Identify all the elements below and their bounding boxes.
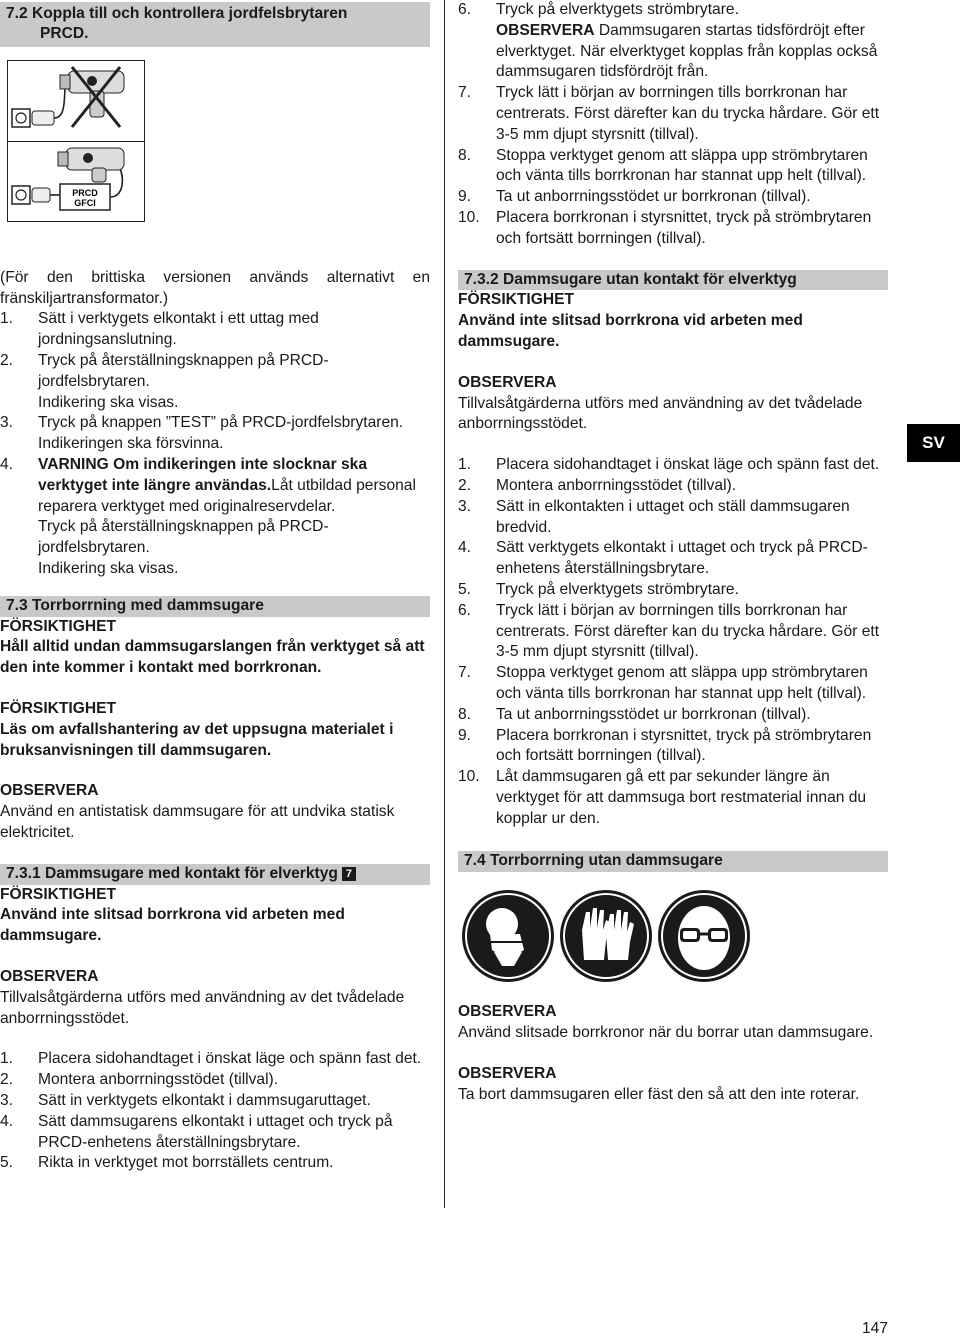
step-number: 9.	[458, 726, 472, 744]
step-number: 1.	[0, 1050, 14, 1068]
step-text: Stoppa verktyget genom att släppa upp strömbrytaren och vänta tills borrkronan har stannat upp helt (tillval).	[496, 146, 868, 185]
step-text: Montera anborrningsstödet (tillval).	[496, 476, 737, 494]
step-extra: Indikering ska visas.	[38, 559, 179, 577]
note-text: Använd en antistatisk dammsugare för att undvika statisk elektricitet.	[0, 803, 395, 841]
step-text: Ta ut anborrningsstödet ur borrkronan (tillval).	[496, 188, 811, 206]
section-7-3-heading: 7.3 Torrborrning med dammsugare	[0, 596, 430, 617]
step-text: Tryck lätt i början av borrningen tills borrkronan har centrerats. Först därefter kan du trycka hårdare. Gör ett 3-5 mm djupt styrsnitt (tillval).	[496, 601, 880, 661]
page-number: 147	[861, 1320, 888, 1337]
caution-label: FÖRSIKTIGHET	[0, 617, 117, 635]
step-text: Ta ut anborrningsstödet ur borrkronan (tillval).	[496, 705, 811, 723]
step-number: 10.	[458, 208, 480, 226]
step-number: 8.	[458, 146, 472, 164]
section-7-3-1-steps	[0, 1049, 430, 1174]
step-text: Låt utbildad personal reparera verktyget med originalreservdelar.	[38, 476, 416, 515]
note-inline-label: OBSERVERA	[496, 21, 595, 39]
list-item	[458, 767, 888, 829]
section-7-3-2-steps	[458, 455, 888, 829]
step-text: Montera anborrningsstödet (tillval).	[38, 1071, 279, 1089]
note-text: Tillvalsåtgärderna utförs med användning av det tvådelade anborrningsstödet.	[0, 988, 405, 1027]
step-number: 5.	[458, 580, 472, 598]
section-7-3-1-steps-continued	[458, 0, 888, 250]
prcd-connection-figure	[7, 60, 145, 222]
step-number: 8.	[458, 705, 472, 723]
list-item	[458, 601, 888, 663]
list-item	[458, 455, 888, 476]
step-text: Tryck på återställningsknappen på PRCD-jordfelsbrytaren.	[38, 352, 329, 390]
step-text: Rikta in verktyget mot borrställets centrum.	[38, 1154, 334, 1172]
step-text: Placera sidohandtaget i önskat läge och spänn fast det.	[496, 456, 880, 474]
section-7-2-heading	[0, 2, 430, 47]
step-number: 9.	[458, 188, 472, 206]
section-7-3-2-heading: 7.3.2 Dammsugare utan kontakt för elverktyg	[458, 270, 888, 291]
note-label: OBSERVERA	[0, 782, 99, 800]
figure-correct-connection	[8, 141, 144, 222]
language-tab: SV	[907, 424, 960, 462]
list-item	[458, 187, 888, 208]
gloves-icon	[560, 890, 652, 982]
step-text: Stoppa verktyget genom att släppa upp strömbrytaren och vänta tills borrkronan har stannat upp helt (tillval).	[496, 664, 868, 702]
caution-text: Håll alltid undan dammsugarslangen från verktyget så att den inte kommer i kontakt med borrkronan.	[0, 638, 425, 677]
step-text: Låt dammsugaren gå ett par sekunder längre än verktyget för att dammsuga bort restmaterial innan du kopplar ur den.	[496, 768, 867, 827]
step-number: 10.	[458, 768, 480, 786]
warning-text: VARNING Om indikeringen inte slocknar ska verktyget inte längre användas.	[38, 455, 367, 494]
list-item	[458, 663, 888, 705]
note-label: OBSERVERA	[458, 373, 557, 391]
step-number: 2.	[458, 476, 472, 494]
list-item	[0, 1153, 430, 1174]
caution-label: FÖRSIKTIGHET	[0, 885, 117, 903]
note-label: OBSERVERA	[0, 967, 99, 985]
figure-incorrect-connection	[8, 61, 144, 141]
list-item	[0, 1070, 430, 1091]
section-7-2-steps	[0, 309, 430, 579]
column-divider	[444, 0, 445, 1208]
step-number: 6.	[458, 601, 472, 619]
step-number: 2.	[0, 1071, 14, 1089]
section-7-3-1-heading	[0, 864, 430, 885]
step-number: 4.	[458, 539, 472, 557]
prcd-label: PRCD	[72, 187, 98, 198]
step-text: Tryck lätt i början av borrningen tills borrkronan har centrerats. Först därefter kan du trycka hårdare. Gör ett 3-5 mm djupt styrsnitt (tillval).	[496, 84, 880, 143]
section-7-2-title-line2: PRCD.	[40, 25, 89, 43]
step-text: Sätt dammsugarens elkontakt i uttaget och tryck på PRCD-enhetens återställningsbrytare.	[38, 1112, 393, 1151]
step-number: 3.	[458, 497, 472, 515]
list-item	[458, 705, 888, 726]
step-text: Placera borrkronan i styrsnittet, tryck på strömbrytaren och fortsätt borrningen (tillval).	[496, 726, 872, 765]
step-number: 7.	[458, 84, 472, 102]
step-number: 5.	[0, 1154, 14, 1172]
step-number: 4.	[0, 455, 14, 473]
step-extra: Tryck på återställningsknappen på PRCD-jordfelsbrytaren.	[38, 518, 329, 557]
step-text: Tryck på knappen ”TEST” på PRCD-jordfelsbrytaren.	[38, 414, 404, 432]
note-text: Ta bort dammsugaren eller fäst den så att den inte roterar.	[458, 1085, 860, 1103]
note-text: Använd slitsade borrkronor när du borrar utan dammsugare.	[458, 1024, 874, 1042]
section-7-2-title-line1: 7.2 Koppla till och kontrollera jordfelsbrytaren	[6, 5, 348, 22]
step-number: 7.	[458, 664, 472, 682]
gfci-label: GFCI	[74, 197, 96, 208]
list-item	[458, 0, 888, 83]
caution-text: Använd inte slitsad borrkrona vid arbeten med dammsugare.	[0, 906, 345, 945]
step-number: 3.	[0, 1091, 14, 1109]
left-column	[0, 0, 430, 1174]
list-item	[0, 1112, 430, 1154]
list-item	[458, 83, 888, 145]
list-item	[458, 208, 888, 250]
list-item	[458, 476, 888, 497]
step-text: Tryck på elverktygets strömbrytare.	[496, 580, 739, 598]
caution-label: FÖRSIKTIGHET	[458, 291, 575, 309]
step-number: 1.	[458, 456, 472, 474]
list-item	[458, 146, 888, 188]
step-number: 4.	[0, 1112, 14, 1130]
respirator-mask-icon	[462, 890, 554, 982]
caution-text: Läs om avfallshantering av det uppsugna materialet i bruksanvisningen till dammsugaren.	[0, 720, 394, 759]
step-text: Sätt in verktygets elkontakt i dammsugaruttaget.	[38, 1091, 371, 1109]
caution-text: Använd inte slitsad borrkrona vid arbeten med dammsugare.	[458, 312, 803, 350]
list-item	[0, 1091, 430, 1112]
step-text: Sätt in elkontakten i uttaget och ställ dammsugaren bredvid.	[496, 497, 850, 536]
note-label: OBSERVERA	[458, 1064, 557, 1082]
step-text: Sätt i verktygets elkontakt i ett uttag med jordningsanslutning.	[38, 310, 319, 349]
figure-reference-tag: 7	[342, 867, 356, 881]
step-number: 1.	[0, 310, 14, 328]
step-extra: Indikering ska visas.	[38, 393, 179, 411]
ppe-icons	[462, 890, 888, 982]
list-item	[458, 538, 888, 580]
safety-glasses-icon	[658, 890, 750, 982]
step-extra: Indikeringen ska försvinna.	[38, 435, 224, 453]
note-text: Tillvalsåtgärderna utförs med användning av det tvådelade anborrningsstödet.	[458, 394, 863, 433]
list-item	[0, 351, 430, 413]
list-item	[458, 726, 888, 768]
list-item	[0, 413, 430, 455]
list-item	[0, 455, 430, 580]
list-item	[458, 580, 888, 601]
section-7-3-1-title: 7.3.1 Dammsugare med kontakt för elverktyg	[6, 864, 338, 882]
list-item	[0, 1049, 430, 1070]
step-text: Placera sidohandtaget i önskat läge och spänn fast det.	[38, 1050, 422, 1068]
list-item	[0, 309, 430, 351]
note-label: OBSERVERA	[458, 1003, 557, 1021]
step-text: Placera borrkronan i styrsnittet, tryck på strömbrytaren och fortsätt borrningen (tillval).	[496, 208, 872, 247]
step-number: 3.	[0, 414, 14, 432]
right-column	[458, 0, 888, 1105]
caution-label: FÖRSIKTIGHET	[0, 699, 117, 717]
step-number: 2.	[0, 352, 14, 369]
step-text: Sätt verktygets elkontakt i uttaget och tryck på PRCD-enhetens återställningsbrytare.	[496, 539, 868, 578]
list-item	[458, 497, 888, 539]
step-extra: Dammsugaren startas tidsfördröjt efter elverktyget. När elverktyget kopplas från kopplas också dammsugaren tidsfördröjt från.	[496, 21, 878, 81]
step-text: Tryck på elverktygets strömbrytare.	[496, 1, 739, 18]
uk-version-note: (För den brittiska versionen används alternativt en fränskiljartransformator.)	[0, 268, 430, 307]
section-7-4-heading: 7.4 Torrborrning utan dammsugare	[458, 851, 888, 872]
step-number: 6.	[458, 1, 472, 18]
